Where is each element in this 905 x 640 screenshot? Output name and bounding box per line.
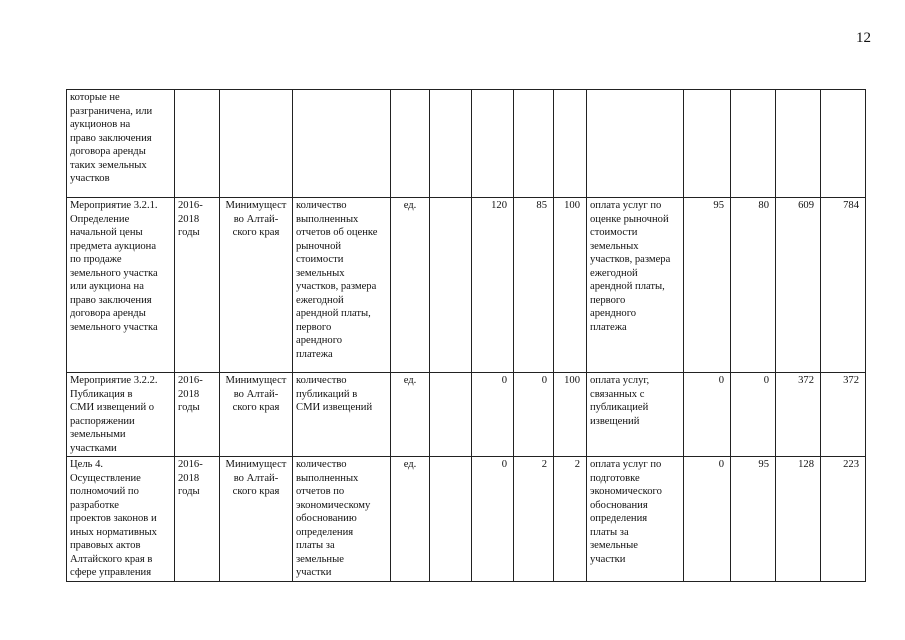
cell-expense (587, 90, 684, 198)
cell-expense: оплата услуг, связанных с публикацией извещений (587, 373, 684, 457)
cell-years: 2016- 2018 годы (175, 373, 220, 457)
cell-unit: ед. (391, 198, 430, 373)
cell-expense: оплата услуг по подготовке экономического обоснования определения платы за земельные участки (587, 457, 684, 582)
cell-value-4: 2 (554, 457, 587, 582)
cell-cost-2: 95 (731, 457, 776, 582)
program-table (66, 89, 866, 582)
cell-value-2: 120 (472, 198, 514, 373)
cell-name: Мероприятие 3.2.1. Определение начальной цены предмета аукциона по продаже земельного участка или аукциона на право заключения договора аренды земельного участка (67, 198, 175, 373)
cell-cost-2 (731, 90, 776, 198)
cell-value-2: 0 (472, 457, 514, 582)
cell-cost-2: 80 (731, 198, 776, 373)
cell-cost-1: 0 (684, 457, 731, 582)
cell-name: которые не разграничена, или аукционов на право заключения договора аренды таких земельных участков (67, 90, 175, 198)
cell-value-3: 0 (514, 373, 554, 457)
cell-expense: оплата услуг по оценке рыночной стоимости земельных участков, размера ежегодной арендной платы, первого арендного платежа (587, 198, 684, 373)
cell-value-3 (514, 90, 554, 198)
page-number: 12 (856, 30, 871, 46)
cell-value-1 (430, 198, 472, 373)
table-row (67, 90, 866, 198)
cell-unit: ед. (391, 373, 430, 457)
table-row (67, 457, 866, 582)
table-row (67, 198, 866, 373)
cell-cost-1: 95 (684, 198, 731, 373)
cell-years: 2016- 2018 годы (175, 198, 220, 373)
cell-value-1 (430, 90, 472, 198)
cell-value-1 (430, 373, 472, 457)
cell-cost-2: 0 (731, 373, 776, 457)
table-row (67, 373, 866, 457)
cell-cost-3 (776, 90, 821, 198)
cell-executor: Минимущест во Алтай- ского края (220, 457, 293, 582)
cell-years (175, 90, 220, 198)
cell-unit: ед. (391, 457, 430, 582)
cell-executor: Минимущест во Алтай- ского края (220, 373, 293, 457)
cell-unit (391, 90, 430, 198)
cell-indicator: количество публикаций в СМИ извещений (293, 373, 391, 457)
cell-cost-4: 372 (821, 373, 866, 457)
cell-name: Цель 4. Осуществление полномочий по разработке проектов законов и иных нормативных правовых актов Алтайского края в сфере управления (67, 457, 175, 582)
cell-value-4: 100 (554, 373, 587, 457)
cell-cost-1: 0 (684, 373, 731, 457)
cell-value-2: 0 (472, 373, 514, 457)
cell-indicator: количество выполненных отчетов об оценке рыночной стоимости земельных участков, размера ежегодной арендной платы, первого арендного платежа (293, 198, 391, 373)
cell-value-2 (472, 90, 514, 198)
cell-indicator (293, 90, 391, 198)
cell-years: 2016- 2018 годы (175, 457, 220, 582)
cell-cost-4: 223 (821, 457, 866, 582)
cell-executor: Минимущест во Алтай- ского края (220, 198, 293, 373)
cell-executor (220, 90, 293, 198)
cell-cost-1 (684, 90, 731, 198)
cell-value-1 (430, 457, 472, 582)
cell-value-4: 100 (554, 198, 587, 373)
cell-cost-3: 609 (776, 198, 821, 373)
cell-value-3: 85 (514, 198, 554, 373)
cell-cost-3: 128 (776, 457, 821, 582)
cell-value-3: 2 (514, 457, 554, 582)
cell-name: Мероприятие 3.2.2. Публикация в СМИ извещений о распоряжении земельными участками (67, 373, 175, 457)
cell-cost-3: 372 (776, 373, 821, 457)
cell-value-4 (554, 90, 587, 198)
cell-cost-4 (821, 90, 866, 198)
cell-cost-4: 784 (821, 198, 866, 373)
cell-indicator: количество выполненных отчетов по экономическому обоснованию определения платы за земельные участки (293, 457, 391, 582)
